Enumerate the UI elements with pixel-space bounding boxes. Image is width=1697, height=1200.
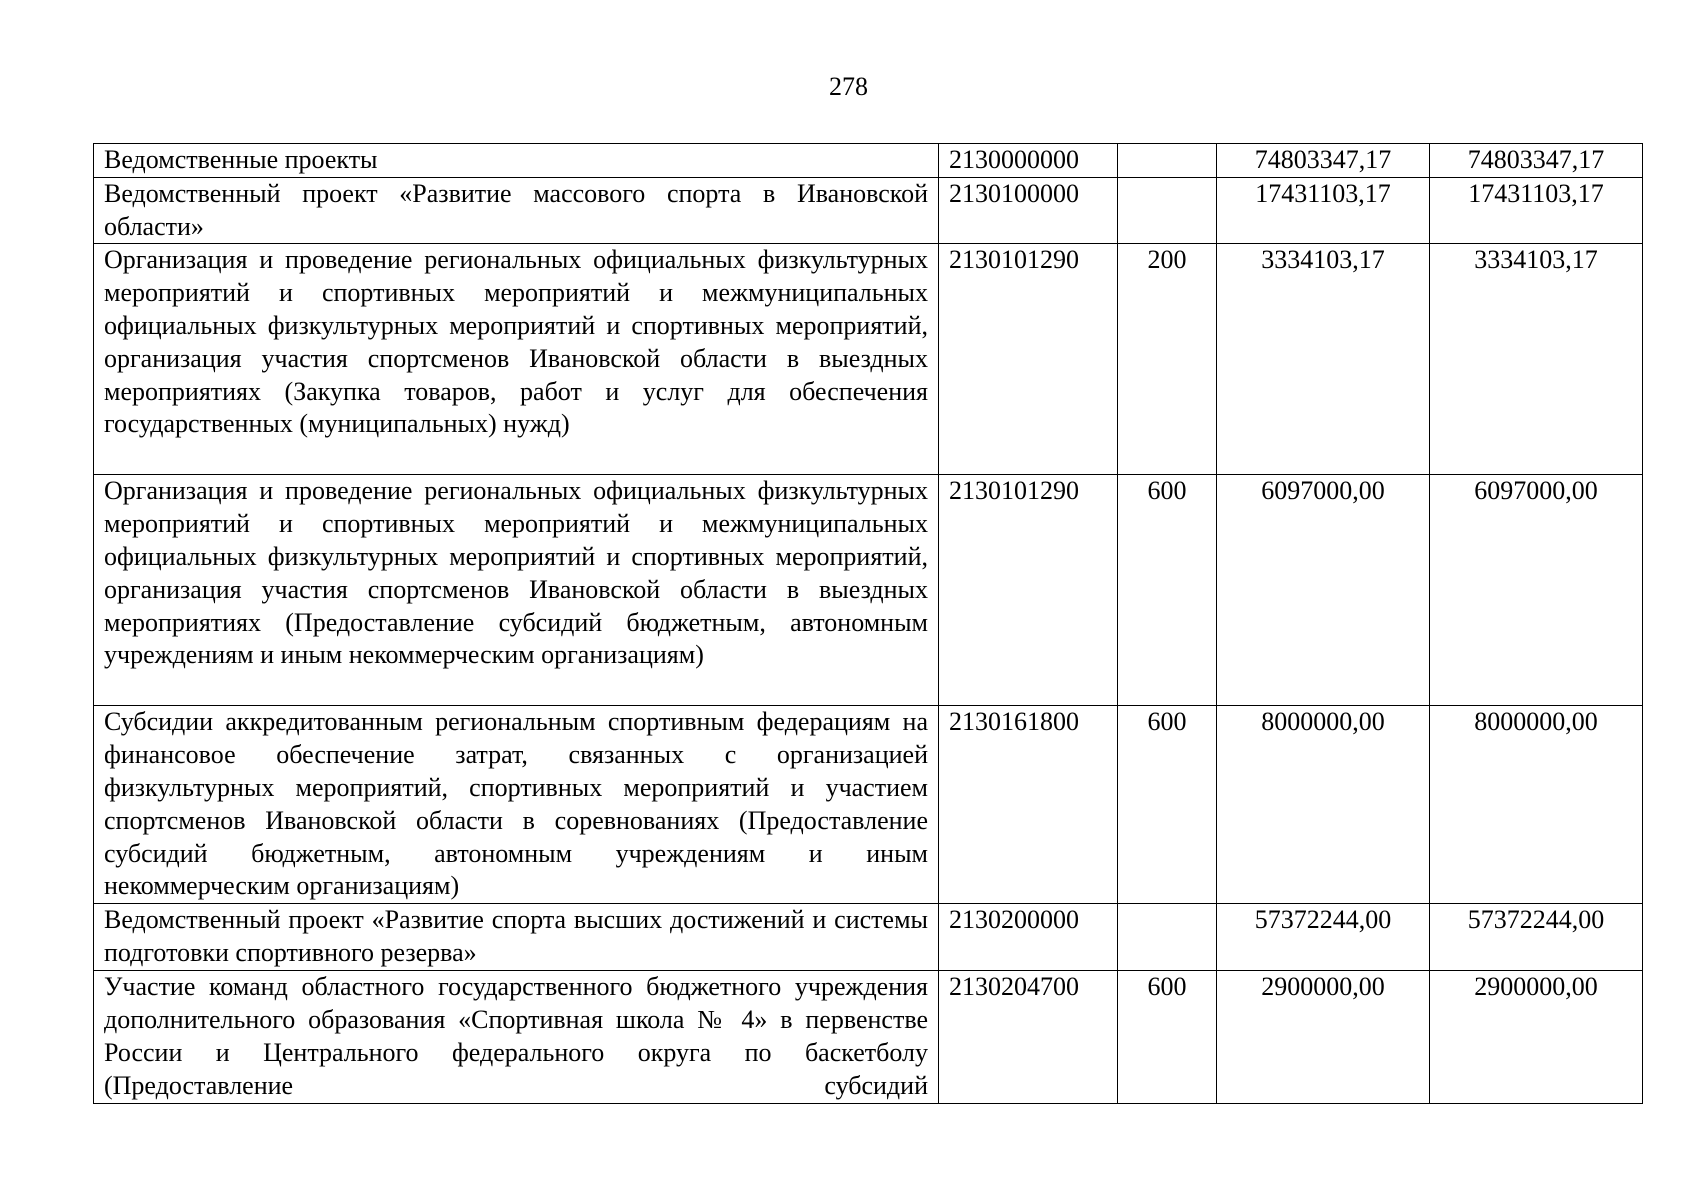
row-name-cell: Субсидии аккредитованным региональным спортивным федерациям на финансовое обеспечение затрат, связанных с организацией физкультурных мероприятий, спортивных мероприятий и участием спортсменов Ивановской области в соревнованиях (Предоставление субсидий бюджетным, автономным учреждениям и иным некоммерческим организациям) xyxy=(94,706,939,904)
budget-table xyxy=(93,143,1643,1104)
table-row xyxy=(94,475,1643,706)
row-type-cell xyxy=(1118,144,1217,178)
row-sum2-cell: 8000000,00 xyxy=(1430,706,1643,904)
row-type-cell xyxy=(1118,904,1217,971)
row-code-cell: 2130200000 xyxy=(939,904,1118,971)
row-name-cell: Ведомственный проект «Развитие спорта высших достижений и системы подготовки спортивного резерва» xyxy=(94,904,939,971)
row-code-cell: 2130000000 xyxy=(939,144,1118,178)
row-sum1-cell: 74803347,17 xyxy=(1217,144,1430,178)
row-sum2-cell: 74803347,17 xyxy=(1430,144,1643,178)
row-code-cell: 2130161800 xyxy=(939,706,1118,904)
row-sum1-cell: 2900000,00 xyxy=(1217,971,1430,1103)
row-code-cell: 2130100000 xyxy=(939,177,1118,244)
row-sum1-cell: 57372244,00 xyxy=(1217,904,1430,971)
row-name-cell: Организация и проведение региональных официальных физкультурных мероприятий и спортивных мероприятий и межмуниципальных официальных физкультурных мероприятий и спортивных мероприятий, организация участия спортсменов Ивановской области в выездных мероприятиях (Предоставление субсидий бюджетным, автономным учреждениям и иным некоммерческим организациям) xyxy=(94,475,939,706)
row-sum2-cell: 6097000,00 xyxy=(1430,475,1643,706)
row-type-cell: 600 xyxy=(1118,706,1217,904)
row-type-cell: 600 xyxy=(1118,971,1217,1103)
row-type-cell xyxy=(1118,177,1217,244)
row-name-cell: Ведомственные проекты xyxy=(94,144,939,178)
page-number: 278 xyxy=(829,72,868,101)
table-row xyxy=(94,971,1643,1103)
row-type-cell: 600 xyxy=(1118,475,1217,706)
row-sum2-cell: 17431103,17 xyxy=(1430,177,1643,244)
table-row xyxy=(94,904,1643,971)
row-name-cell: Организация и проведение региональных официальных физкультурных мероприятий и спортивных мероприятий и межмуниципальных официальных физкультурных мероприятий и спортивных мероприятий, организация участия спортсменов Ивановской области в выездных мероприятиях (Закупка товаров, работ и услуг для обеспечения государственных (муниципальных) нужд) xyxy=(94,244,939,475)
row-code-cell: 2130101290 xyxy=(939,475,1118,706)
table-row xyxy=(94,177,1643,244)
table-row xyxy=(94,244,1643,475)
row-sum2-cell: 57372244,00 xyxy=(1430,904,1643,971)
row-name-cell: Ведомственный проект «Развитие массового спорта в Ивановской области» xyxy=(94,177,939,244)
row-name-cell: Участие команд областного государственного бюджетного учреждения дополнительного образования «Спортивная школа № 4» в первенстве России и Центрального федерального округа по баскетболу (Предоставление субсидий xyxy=(94,971,939,1103)
row-sum1-cell: 17431103,17 xyxy=(1217,177,1430,244)
row-code-cell: 2130101290 xyxy=(939,244,1118,475)
row-sum2-cell: 3334103,17 xyxy=(1430,244,1643,475)
row-sum1-cell: 8000000,00 xyxy=(1217,706,1430,904)
row-sum2-cell: 2900000,00 xyxy=(1430,971,1643,1103)
table-row xyxy=(94,144,1643,178)
row-sum1-cell: 6097000,00 xyxy=(1217,475,1430,706)
row-sum1-cell: 3334103,17 xyxy=(1217,244,1430,475)
row-type-cell: 200 xyxy=(1118,244,1217,475)
row-code-cell: 2130204700 xyxy=(939,971,1118,1103)
table-row xyxy=(94,706,1643,904)
